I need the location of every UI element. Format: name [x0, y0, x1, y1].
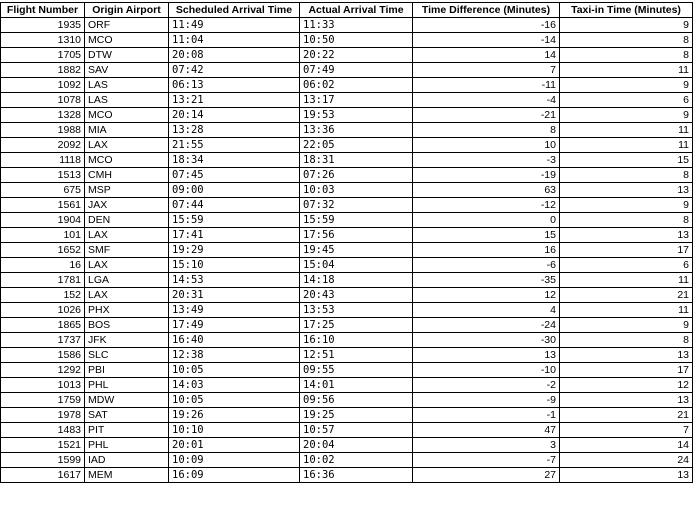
cell-actual-arrival: 19:25: [300, 408, 413, 423]
cell-taxi-in-time: 14: [560, 438, 693, 453]
cell-time-difference: 8: [413, 123, 560, 138]
cell-origin-airport: PHL: [85, 438, 169, 453]
table-row: [1, 168, 693, 183]
cell-origin-airport: LAX: [85, 258, 169, 273]
cell-taxi-in-time: 9: [560, 78, 693, 93]
cell-scheduled-arrival: 17:41: [169, 228, 300, 243]
table-row: [1, 438, 693, 453]
cell-taxi-in-time: 24: [560, 453, 693, 468]
cell-scheduled-arrival: 11:04: [169, 33, 300, 48]
cell-time-difference: 63: [413, 183, 560, 198]
cell-taxi-in-time: 11: [560, 123, 693, 138]
table-row: [1, 408, 693, 423]
header-time-difference: Time Difference (Minutes): [413, 3, 560, 18]
cell-time-difference: 12: [413, 288, 560, 303]
cell-origin-airport: ORF: [85, 18, 169, 33]
cell-actual-arrival: 11:33: [300, 18, 413, 33]
cell-actual-arrival: 17:25: [300, 318, 413, 333]
cell-scheduled-arrival: 20:08: [169, 48, 300, 63]
cell-actual-arrival: 07:26: [300, 168, 413, 183]
cell-origin-airport: JFK: [85, 333, 169, 348]
cell-origin-airport: DEN: [85, 213, 169, 228]
cell-scheduled-arrival: 07:45: [169, 168, 300, 183]
cell-origin-airport: PHL: [85, 378, 169, 393]
cell-time-difference: -30: [413, 333, 560, 348]
cell-scheduled-arrival: 10:10: [169, 423, 300, 438]
cell-time-difference: 3: [413, 438, 560, 453]
table-row: [1, 228, 693, 243]
table-row: [1, 48, 693, 63]
cell-actual-arrival: 12:51: [300, 348, 413, 363]
table-row: [1, 63, 693, 78]
header-actual-arrival: Actual Arrival Time: [300, 3, 413, 18]
cell-origin-airport: MDW: [85, 393, 169, 408]
table-row: [1, 288, 693, 303]
cell-flight-number: 1483: [1, 423, 85, 438]
cell-flight-number: 1882: [1, 63, 85, 78]
cell-origin-airport: DTW: [85, 48, 169, 63]
cell-scheduled-arrival: 07:44: [169, 198, 300, 213]
table-row: [1, 183, 693, 198]
cell-taxi-in-time: 13: [560, 348, 693, 363]
cell-taxi-in-time: 6: [560, 93, 693, 108]
cell-time-difference: 13: [413, 348, 560, 363]
cell-origin-airport: PBI: [85, 363, 169, 378]
cell-actual-arrival: 16:36: [300, 468, 413, 483]
cell-actual-arrival: 22:05: [300, 138, 413, 153]
table-row: [1, 468, 693, 483]
header-taxi-in-time: Taxi-in Time (Minutes): [560, 3, 693, 18]
cell-time-difference: 15: [413, 228, 560, 243]
cell-taxi-in-time: 13: [560, 393, 693, 408]
cell-actual-arrival: 20:04: [300, 438, 413, 453]
cell-flight-number: 675: [1, 183, 85, 198]
cell-scheduled-arrival: 16:09: [169, 468, 300, 483]
cell-flight-number: 1935: [1, 18, 85, 33]
table-row: [1, 273, 693, 288]
cell-actual-arrival: 10:57: [300, 423, 413, 438]
cell-scheduled-arrival: 20:01: [169, 438, 300, 453]
cell-time-difference: 14: [413, 48, 560, 63]
cell-taxi-in-time: 13: [560, 468, 693, 483]
cell-origin-airport: SAT: [85, 408, 169, 423]
cell-actual-arrival: 19:53: [300, 108, 413, 123]
cell-taxi-in-time: 21: [560, 408, 693, 423]
cell-origin-airport: LAS: [85, 78, 169, 93]
cell-time-difference: 47: [413, 423, 560, 438]
cell-actual-arrival: 14:18: [300, 273, 413, 288]
cell-origin-airport: LAX: [85, 138, 169, 153]
cell-taxi-in-time: 11: [560, 138, 693, 153]
table-row: [1, 333, 693, 348]
cell-scheduled-arrival: 06:13: [169, 78, 300, 93]
cell-actual-arrival: 09:56: [300, 393, 413, 408]
cell-flight-number: 16: [1, 258, 85, 273]
cell-scheduled-arrival: 18:34: [169, 153, 300, 168]
cell-time-difference: -6: [413, 258, 560, 273]
cell-flight-number: 1561: [1, 198, 85, 213]
cell-actual-arrival: 16:10: [300, 333, 413, 348]
table-row: [1, 318, 693, 333]
cell-taxi-in-time: 11: [560, 63, 693, 78]
cell-time-difference: -9: [413, 393, 560, 408]
cell-flight-number: 1978: [1, 408, 85, 423]
cell-taxi-in-time: 11: [560, 273, 693, 288]
cell-taxi-in-time: 9: [560, 108, 693, 123]
cell-flight-number: 101: [1, 228, 85, 243]
cell-flight-number: 152: [1, 288, 85, 303]
cell-scheduled-arrival: 13:21: [169, 93, 300, 108]
cell-time-difference: 10: [413, 138, 560, 153]
cell-taxi-in-time: 8: [560, 48, 693, 63]
table-row: [1, 393, 693, 408]
table-row: [1, 348, 693, 363]
cell-flight-number: 1617: [1, 468, 85, 483]
table-row: [1, 138, 693, 153]
cell-time-difference: 0: [413, 213, 560, 228]
cell-actual-arrival: 09:55: [300, 363, 413, 378]
table-row: [1, 378, 693, 393]
table-row: [1, 123, 693, 138]
header-flight-number: Flight Number: [1, 3, 85, 18]
cell-taxi-in-time: 9: [560, 318, 693, 333]
cell-origin-airport: LAS: [85, 93, 169, 108]
cell-actual-arrival: 10:03: [300, 183, 413, 198]
cell-time-difference: -1: [413, 408, 560, 423]
cell-flight-number: 1078: [1, 93, 85, 108]
cell-flight-number: 1328: [1, 108, 85, 123]
cell-origin-airport: SAV: [85, 63, 169, 78]
cell-actual-arrival: 07:49: [300, 63, 413, 78]
cell-scheduled-arrival: 19:26: [169, 408, 300, 423]
cell-origin-airport: SLC: [85, 348, 169, 363]
cell-actual-arrival: 14:01: [300, 378, 413, 393]
cell-origin-airport: MEM: [85, 468, 169, 483]
cell-scheduled-arrival: 13:49: [169, 303, 300, 318]
header-row: [1, 3, 693, 18]
cell-taxi-in-time: 8: [560, 333, 693, 348]
cell-scheduled-arrival: 11:49: [169, 18, 300, 33]
cell-flight-number: 1988: [1, 123, 85, 138]
cell-time-difference: 16: [413, 243, 560, 258]
cell-taxi-in-time: 9: [560, 198, 693, 213]
cell-flight-number: 1759: [1, 393, 85, 408]
cell-actual-arrival: 15:59: [300, 213, 413, 228]
flight-arrival-table: [0, 2, 693, 483]
cell-actual-arrival: 15:04: [300, 258, 413, 273]
table-row: [1, 33, 693, 48]
cell-origin-airport: LAX: [85, 228, 169, 243]
cell-actual-arrival: 10:50: [300, 33, 413, 48]
cell-time-difference: -2: [413, 378, 560, 393]
cell-flight-number: 1865: [1, 318, 85, 333]
table-row: [1, 108, 693, 123]
cell-scheduled-arrival: 13:28: [169, 123, 300, 138]
cell-time-difference: 27: [413, 468, 560, 483]
cell-origin-airport: PIT: [85, 423, 169, 438]
cell-scheduled-arrival: 14:53: [169, 273, 300, 288]
cell-actual-arrival: 07:32: [300, 198, 413, 213]
cell-taxi-in-time: 15: [560, 153, 693, 168]
cell-time-difference: -24: [413, 318, 560, 333]
cell-origin-airport: JAX: [85, 198, 169, 213]
cell-origin-airport: MIA: [85, 123, 169, 138]
cell-taxi-in-time: 8: [560, 33, 693, 48]
header-scheduled-arrival: Scheduled Arrival Time: [169, 3, 300, 18]
cell-flight-number: 1781: [1, 273, 85, 288]
cell-actual-arrival: 20:22: [300, 48, 413, 63]
cell-time-difference: 7: [413, 63, 560, 78]
cell-time-difference: 4: [413, 303, 560, 318]
table-row: [1, 243, 693, 258]
cell-taxi-in-time: 11: [560, 303, 693, 318]
cell-taxi-in-time: 13: [560, 228, 693, 243]
cell-actual-arrival: 13:53: [300, 303, 413, 318]
cell-actual-arrival: 20:43: [300, 288, 413, 303]
table-body: [1, 18, 693, 483]
cell-taxi-in-time: 17: [560, 243, 693, 258]
cell-origin-airport: IAD: [85, 453, 169, 468]
cell-actual-arrival: 19:45: [300, 243, 413, 258]
table-row: [1, 453, 693, 468]
cell-time-difference: -21: [413, 108, 560, 123]
table-row: [1, 93, 693, 108]
cell-time-difference: -3: [413, 153, 560, 168]
cell-flight-number: 1521: [1, 438, 85, 453]
cell-time-difference: -4: [413, 93, 560, 108]
cell-origin-airport: CMH: [85, 168, 169, 183]
table-row: [1, 213, 693, 228]
cell-time-difference: -16: [413, 18, 560, 33]
cell-origin-airport: MSP: [85, 183, 169, 198]
cell-scheduled-arrival: 17:49: [169, 318, 300, 333]
cell-scheduled-arrival: 15:10: [169, 258, 300, 273]
cell-scheduled-arrival: 16:40: [169, 333, 300, 348]
cell-flight-number: 1737: [1, 333, 85, 348]
cell-scheduled-arrival: 20:14: [169, 108, 300, 123]
cell-actual-arrival: 17:56: [300, 228, 413, 243]
cell-taxi-in-time: 12: [560, 378, 693, 393]
cell-taxi-in-time: 9: [560, 18, 693, 33]
cell-flight-number: 1092: [1, 78, 85, 93]
cell-flight-number: 1310: [1, 33, 85, 48]
cell-scheduled-arrival: 10:05: [169, 393, 300, 408]
cell-origin-airport: SMF: [85, 243, 169, 258]
cell-scheduled-arrival: 20:31: [169, 288, 300, 303]
cell-flight-number: 1026: [1, 303, 85, 318]
cell-time-difference: -7: [413, 453, 560, 468]
cell-scheduled-arrival: 12:38: [169, 348, 300, 363]
cell-taxi-in-time: 21: [560, 288, 693, 303]
cell-flight-number: 1118: [1, 153, 85, 168]
cell-taxi-in-time: 7: [560, 423, 693, 438]
cell-origin-airport: LGA: [85, 273, 169, 288]
header-origin-airport: Origin Airport: [85, 3, 169, 18]
cell-taxi-in-time: 17: [560, 363, 693, 378]
cell-actual-arrival: 13:36: [300, 123, 413, 138]
cell-flight-number: 1292: [1, 363, 85, 378]
cell-flight-number: 1586: [1, 348, 85, 363]
cell-time-difference: -19: [413, 168, 560, 183]
table-row: [1, 18, 693, 33]
cell-actual-arrival: 10:02: [300, 453, 413, 468]
cell-time-difference: -14: [413, 33, 560, 48]
cell-taxi-in-time: 13: [560, 183, 693, 198]
cell-flight-number: 1904: [1, 213, 85, 228]
cell-time-difference: -11: [413, 78, 560, 93]
cell-scheduled-arrival: 19:29: [169, 243, 300, 258]
cell-actual-arrival: 06:02: [300, 78, 413, 93]
cell-scheduled-arrival: 10:05: [169, 363, 300, 378]
cell-scheduled-arrival: 14:03: [169, 378, 300, 393]
cell-actual-arrival: 13:17: [300, 93, 413, 108]
cell-flight-number: 2092: [1, 138, 85, 153]
cell-time-difference: -10: [413, 363, 560, 378]
cell-origin-airport: BOS: [85, 318, 169, 333]
cell-scheduled-arrival: 09:00: [169, 183, 300, 198]
cell-taxi-in-time: 8: [560, 213, 693, 228]
cell-scheduled-arrival: 10:09: [169, 453, 300, 468]
cell-time-difference: -12: [413, 198, 560, 213]
cell-taxi-in-time: 6: [560, 258, 693, 273]
cell-scheduled-arrival: 15:59: [169, 213, 300, 228]
cell-origin-airport: PHX: [85, 303, 169, 318]
cell-taxi-in-time: 8: [560, 168, 693, 183]
table-row: [1, 363, 693, 378]
cell-flight-number: 1599: [1, 453, 85, 468]
table-row: [1, 153, 693, 168]
table-row: [1, 198, 693, 213]
cell-flight-number: 1652: [1, 243, 85, 258]
cell-time-difference: -35: [413, 273, 560, 288]
cell-flight-number: 1513: [1, 168, 85, 183]
cell-origin-airport: MCO: [85, 108, 169, 123]
cell-actual-arrival: 18:31: [300, 153, 413, 168]
cell-origin-airport: MCO: [85, 33, 169, 48]
cell-flight-number: 1013: [1, 378, 85, 393]
table-row: [1, 258, 693, 273]
cell-scheduled-arrival: 21:55: [169, 138, 300, 153]
cell-scheduled-arrival: 07:42: [169, 63, 300, 78]
table-row: [1, 303, 693, 318]
cell-flight-number: 1705: [1, 48, 85, 63]
table-row: [1, 423, 693, 438]
cell-origin-airport: MCO: [85, 153, 169, 168]
table-row: [1, 78, 693, 93]
cell-origin-airport: LAX: [85, 288, 169, 303]
